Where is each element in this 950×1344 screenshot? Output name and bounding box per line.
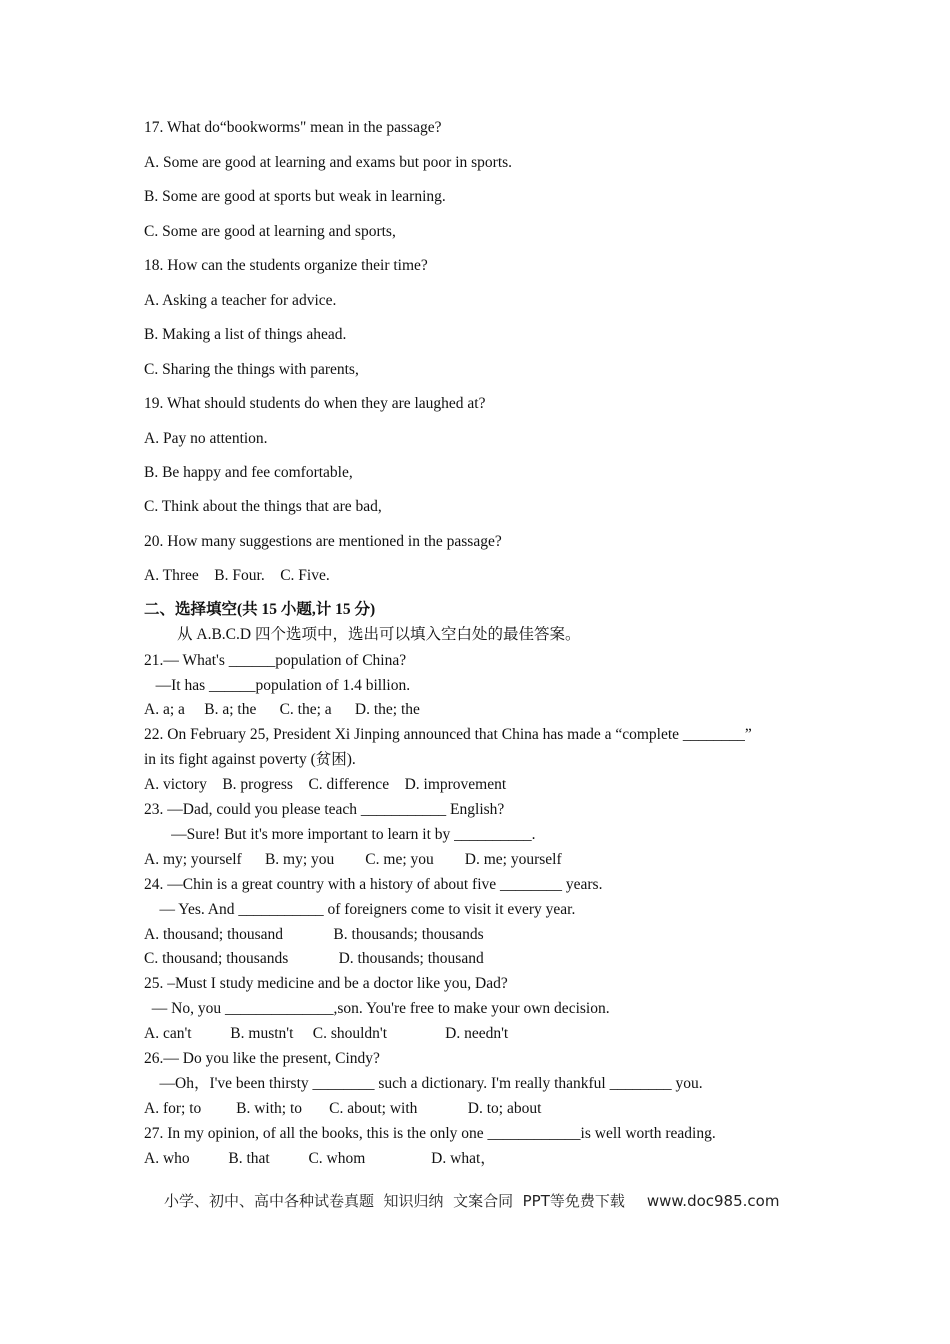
question-18-option-a: A. Asking a teacher for advice. [144, 292, 337, 309]
question-19-option-a: A. Pay no attention. [144, 430, 268, 447]
question-25-options: A. can't B. mustn't C. shouldn't D. needn't [144, 1025, 509, 1042]
section-heading: 二、选择填空(共 15 小题,计 15 分) [144, 601, 376, 618]
question-22-line-2: in its fight against poverty (贫困). [144, 751, 356, 768]
question-27-options: A. who B. that C. whom D. what， [144, 1150, 496, 1167]
question-20-options: A. Three B. Four. C. Five. [144, 567, 330, 584]
question-25-line-2: — No, you ______________,son. You're free to make your own decision. [144, 1000, 610, 1017]
question-26-line-1: 26.— Do you like the present, Cindy? [144, 1050, 380, 1067]
page-footer [164, 1190, 779, 1211]
question-24-options-2: C. thousand; thousands D. thousands; thousand [144, 950, 484, 967]
question-23-options: A. my; yourself B. my; you C. me; you D. me; yourself [144, 851, 562, 868]
question-24-options-1: A. thousand; thousand B. thousands; thousands [144, 926, 484, 943]
question-26-line-2: —Oh，I've been thirsty ________ such a dictionary. I'm really thankful ________ you. [144, 1075, 703, 1092]
question-19-stem: 19. What should students do when they are laughed at? [144, 395, 486, 412]
question-21-options: A. a; a B. a; the C. the; a D. the; the [144, 701, 420, 718]
question-21-line-1: 21.— What's ______population of China? [144, 652, 407, 669]
question-25-line-1: 25. –Must I study medicine and be a doctor like you, Dad? [144, 975, 508, 992]
question-17-stem: 17. What do“bookworms" mean in the passage? [144, 119, 442, 136]
question-21-line-2: —It has ______population of 1.4 billion. [144, 677, 411, 694]
question-19-option-c: C. Think about the things that are bad, [144, 498, 382, 515]
question-19-option-b: B. Be happy and fee comfortable, [144, 464, 353, 481]
question-20-stem: 20. How many suggestions are mentioned in the passage? [144, 533, 502, 550]
section-instruction: 从 A.B.C.D 四个选项中，选出可以填入空白处的最佳答案。 [177, 626, 581, 643]
question-26-options: A. for; to B. with; to C. about; with D. to; about [144, 1100, 542, 1117]
question-23-line-2: —Sure! But it's more important to learn it by __________. [144, 826, 536, 843]
question-22-options: A. victory B. progress C. difference D. improvement [144, 776, 507, 793]
question-24-line-2: — Yes. And ___________ of foreigners come to visit it every year. [144, 901, 576, 918]
question-17-option-b: B. Some are good at sports but weak in learning. [144, 188, 446, 205]
question-18-stem: 18. How can the students organize their time? [144, 257, 428, 274]
question-27-line-1: 27. In my opinion, of all the books, this is the only one ____________is well worth reading. [144, 1125, 716, 1142]
question-18-option-b: B. Making a list of things ahead. [144, 326, 347, 343]
question-24-line-1: 24. —Chin is a great country with a history of about five ________ years. [144, 876, 603, 893]
question-18-option-c: C. Sharing the things with parents, [144, 361, 359, 378]
question-22-line-1: 22. On February 25, President Xi Jinping announced that China has made a “complete ________” [144, 726, 752, 743]
question-17-option-c: C. Some are good at learning and sports, [144, 223, 396, 240]
question-17-option-a: A. Some are good at learning and exams but poor in sports. [144, 154, 513, 171]
footer-text: 小学、初中、高中各种试卷真题 知识归纳 文案合同 PPT等免费下载 [164, 1192, 625, 1210]
footer-site-link[interactable]: www.doc985.com [646, 1192, 780, 1210]
question-23-line-1: 23. —Dad, could you please teach ___________ English? [144, 801, 505, 818]
